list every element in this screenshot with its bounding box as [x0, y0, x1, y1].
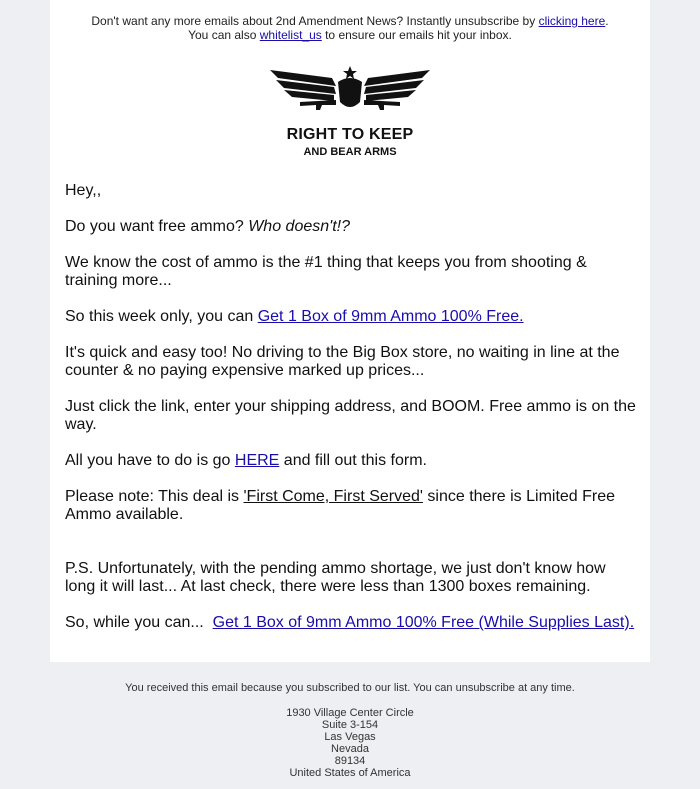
logo-subtitle: AND BEAR ARMS — [303, 146, 397, 158]
brand-logo — [270, 64, 430, 160]
preheader-line-2: You can also whitelist_us to ensure our emails hit your inbox. — [188, 28, 512, 42]
email-card — [50, 0, 650, 662]
greeting: Hey,, — [65, 182, 102, 199]
paragraph-4: It's quick and easy too! No driving to the Big Box store, no waiting in line at the counter & no paying expensive marked up prices... — [65, 344, 620, 379]
address-line: United States of America — [289, 767, 411, 779]
address-line: Nevada — [331, 743, 369, 755]
postal-address — [0, 707, 700, 779]
preheader — [50, 14, 650, 42]
paragraph-3: So this week only, you can Get 1 Box of 9mm Ammo 100% Free. — [65, 308, 524, 325]
address-line: 89134 — [334, 755, 366, 767]
paragraph-6: All you have to do is go HERE and fill out this form. — [65, 452, 427, 469]
logo-title: RIGHT TO KEEP — [286, 126, 414, 143]
preheader-line-1: Don't want any more emails about 2nd Amendment News? Instantly unsubscribe by clicking here. — [91, 14, 609, 28]
paragraph-7: Please note: This deal is 'First Come, First Served' since there is Limited Free Ammo available. — [65, 488, 616, 523]
footer — [0, 682, 700, 779]
free-ammo-link-2[interactable]: Get 1 Box of 9mm Ammo 100% Free (While Supplies Last). — [212, 614, 635, 631]
paragraph-5: Just click the link, enter your shipping address, and BOOM. Free ammo is on the way. — [65, 398, 636, 433]
subscription-notice: You received this email because you subscribed to our list. You can unsubscribe at any time. — [125, 682, 575, 694]
postscript: P.S. Unfortunately, with the pending ammo shortage, we just don't know how long it will last... At last check, there were less than 1300 boxes remaining. — [65, 560, 606, 595]
free-ammo-link-1[interactable]: Get 1 Box of 9mm Ammo 100% Free. — [257, 308, 524, 325]
whitelist-link[interactable]: whitelist_us — [259, 28, 322, 42]
paragraph-9: So, while you can... Get 1 Box of 9mm Ammo 100% Free (While Supplies Last). — [65, 614, 635, 631]
address-line: Suite 3-154 — [321, 719, 379, 731]
here-link[interactable]: HERE — [234, 452, 280, 469]
unsubscribe-link[interactable]: clicking here — [538, 14, 606, 28]
eagle-wings-icon — [270, 64, 430, 124]
paragraph-1: Do you want free ammo? Who doesn't!? — [65, 218, 350, 235]
address-line: Las Vegas — [324, 731, 376, 743]
address-line: 1930 Village Center Circle — [286, 707, 414, 719]
paragraph-2: We know the cost of ammo is the #1 thing that keeps you from shooting & training more... — [65, 254, 587, 289]
